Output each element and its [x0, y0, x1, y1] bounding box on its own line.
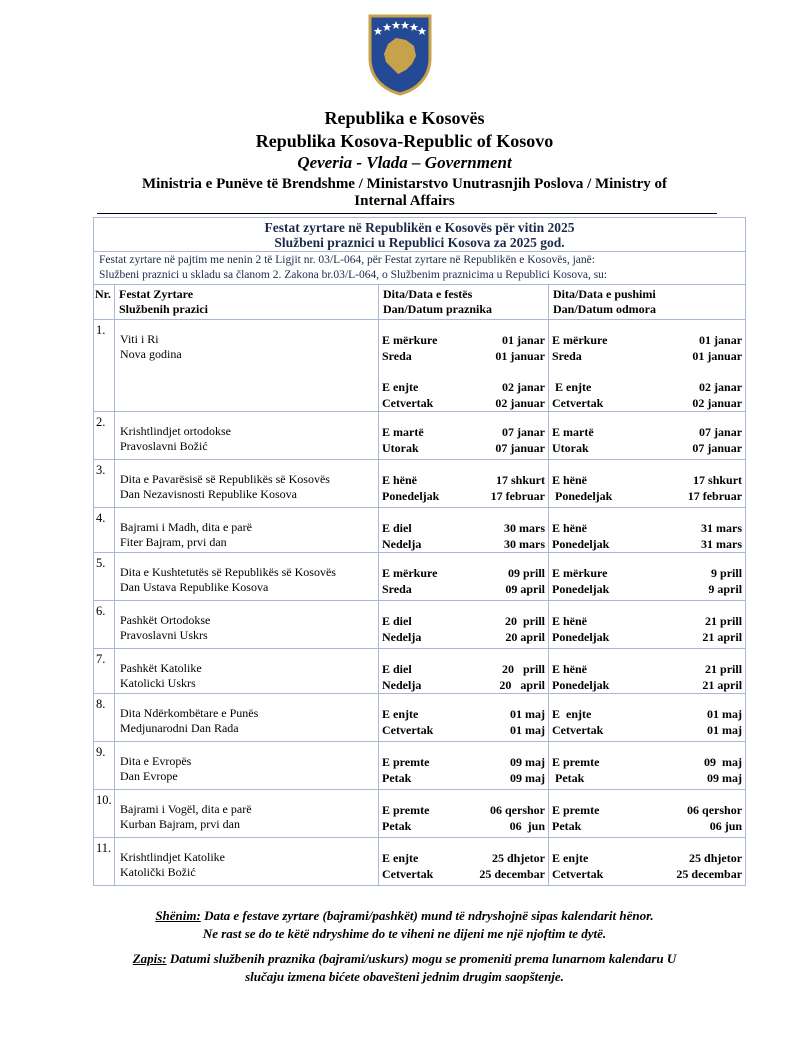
- date: 30 mars: [504, 537, 545, 551]
- note-sr-text: Datumi službenih praznika (bajrami/uskurs) mogu se promeniti prema lunarnom kalendaru U: [166, 951, 677, 966]
- table-row: [94, 320, 746, 412]
- rest-date-cell: [549, 601, 746, 649]
- header-country-multilang: Republika Kosova-Republic of Kosovo: [255, 131, 554, 151]
- date: 01 maj: [707, 707, 743, 721]
- date: 01 januar: [495, 349, 545, 363]
- date-line: [382, 520, 545, 536]
- rest-date-cell: [549, 694, 746, 742]
- date-line: [552, 613, 742, 629]
- weekday: Ponedeljak: [552, 582, 610, 596]
- weekday: E martë: [552, 425, 594, 439]
- date: 09 maj: [704, 755, 743, 769]
- weekday: E mërkure: [552, 566, 608, 580]
- date: 06 jun: [509, 819, 545, 833]
- weekday: Cetvertak: [382, 867, 434, 881]
- holiday-name-cell: [115, 553, 379, 601]
- date-line: [382, 536, 545, 552]
- holiday-date-cell: [379, 742, 549, 790]
- weekday: Ponedeljak: [552, 630, 610, 644]
- holiday-name-sr: Katolički Božić: [120, 865, 196, 879]
- date-line: [552, 395, 742, 411]
- date-line: [552, 565, 742, 581]
- weekday: Petak: [552, 771, 585, 785]
- table-row: [94, 601, 746, 649]
- note-sq-label: Shënim:: [155, 908, 201, 923]
- weekday: E martë: [382, 425, 424, 439]
- date-line: [382, 424, 545, 440]
- note-sq-line2: Ne rast se do te këtë ndryshime do te viheni ne dijeni me një njoftim te dytë.: [202, 926, 607, 941]
- date: 02 janar: [699, 380, 743, 394]
- date-line: [382, 348, 545, 364]
- holiday-name-sr: Pravoslavni Božić: [120, 439, 208, 453]
- weekday: E hënë: [552, 662, 588, 676]
- note-sr-line2: slučaju izmena bićete obavešteni jednim drugim saopštenje.: [245, 969, 564, 984]
- weekday: E premte: [382, 803, 430, 817]
- row-number: 2.: [94, 412, 115, 460]
- date-line: [552, 424, 742, 440]
- holiday-name-sr: Pravoslavni Uskrs: [120, 628, 208, 642]
- date: 07 januar: [495, 441, 545, 455]
- weekday: Ponedeljak: [382, 489, 440, 503]
- holiday-name-sr: Katolicki Uskrs: [120, 676, 196, 690]
- date: 30 mars: [504, 521, 545, 535]
- date: 20 prill: [501, 662, 545, 676]
- weekday: Cetvertak: [552, 396, 604, 410]
- holiday-rows: [94, 320, 746, 886]
- weekday: Petak: [382, 819, 412, 833]
- column-header-holiday-sq: Dita/Data e festës: [383, 287, 473, 301]
- date-line: [382, 818, 545, 834]
- date: 20 april: [499, 678, 545, 692]
- holiday-date-cell: [379, 838, 549, 886]
- date: 17 shkurt: [495, 473, 545, 487]
- weekday: Utorak: [382, 441, 419, 455]
- column-header-nr: Nr.: [94, 285, 115, 320]
- date-spacer: [552, 364, 742, 379]
- holiday-date-cell: [379, 649, 549, 694]
- weekday: E enjte: [552, 851, 589, 865]
- legal-basis-sq: Festat zyrtare në pajtim me nenin 2 të Ligjit nr. 03/L-064, për Festat zyrtare në Republikën e Kosovës, janë:: [99, 254, 595, 266]
- holiday-date-cell: [379, 601, 549, 649]
- weekday: E diel: [382, 662, 412, 676]
- weekday: E mërkure: [382, 333, 438, 347]
- date: 21 april: [702, 678, 743, 692]
- header-ministry-cont: Internal Affairs: [354, 193, 455, 209]
- holiday-name-sr: Kurban Bajram, prvi dan: [120, 817, 240, 831]
- table-row: [94, 649, 746, 694]
- date: 9 prill: [711, 566, 743, 580]
- holiday-date-cell: [379, 508, 549, 553]
- date: 17 shkurt: [693, 473, 743, 487]
- date-line: [382, 770, 545, 786]
- date-line: [552, 850, 742, 866]
- date: 01 janar: [699, 333, 743, 347]
- date: 9 april: [708, 582, 743, 596]
- row-number: 5.: [94, 553, 115, 601]
- holiday-date-cell: [379, 320, 549, 412]
- legal-basis-sr: Službeni praznici u skladu sa članom 2. Zakona br.03/L-064, o Službenim praznicima u Republici Kosova, su:: [99, 269, 608, 281]
- date-line: [552, 488, 742, 504]
- weekday: Cetvertak: [382, 723, 434, 737]
- date-line: [552, 536, 742, 552]
- row-number: 11.: [94, 838, 115, 886]
- weekday: Nedelja: [382, 678, 422, 692]
- rest-date-cell: [549, 649, 746, 694]
- date-line: [552, 520, 742, 536]
- weekday: E hënë: [552, 473, 588, 487]
- row-number: 9.: [94, 742, 115, 790]
- date: 09 maj: [707, 771, 743, 785]
- date: 01 maj: [510, 723, 545, 737]
- date-line: [382, 581, 545, 597]
- column-header-rest-sq: Dita/Data e pushimi: [553, 287, 656, 301]
- date: 01 maj: [510, 707, 545, 721]
- date-line: [382, 629, 545, 645]
- holiday-date-cell: [379, 553, 549, 601]
- date-line: [382, 722, 545, 738]
- date-line: [552, 332, 742, 348]
- date: 09 maj: [510, 755, 545, 769]
- date: 09 prill: [507, 566, 545, 580]
- date-line: [552, 440, 742, 456]
- rest-date-cell: [549, 838, 746, 886]
- holiday-name-cell: [115, 742, 379, 790]
- weekday: Nedelja: [382, 537, 422, 551]
- weekday: E premte: [552, 803, 600, 817]
- header-ministry: Ministria e Punëve të Brendshme / Ministarstvo Unutrasnjih Poslova / Ministry of: [141, 176, 668, 192]
- date-line: [552, 629, 742, 645]
- table-title-sq: Festat zyrtare në Republikën e Kosovës për vitin 2025: [264, 220, 575, 235]
- column-header-name: [115, 285, 379, 320]
- kosovo-coat-of-arms-icon: [366, 14, 434, 96]
- date: 20 prill: [504, 614, 545, 628]
- date: 01 januar: [692, 349, 743, 363]
- holiday-date-cell: [379, 460, 549, 508]
- date-line: [552, 754, 742, 770]
- holiday-name-sq: Dita e Kushtetutës së Republikës së Kosovës: [120, 565, 336, 579]
- holiday-name-cell: [115, 320, 379, 412]
- date-line: [382, 488, 545, 504]
- date: 25 decembar: [479, 867, 545, 881]
- date: 01 maj: [707, 723, 743, 737]
- rest-date-cell: [549, 412, 746, 460]
- date: 31 mars: [701, 521, 743, 535]
- weekday: Sreda: [552, 349, 582, 363]
- date: 07 janar: [699, 425, 743, 439]
- column-header-holiday-date: [379, 285, 549, 320]
- weekday: E diel: [382, 614, 412, 628]
- weekday: Nedelja: [382, 630, 422, 644]
- row-number: 10.: [94, 790, 115, 838]
- table-row: [94, 412, 746, 460]
- date: 06 qershor: [687, 803, 743, 817]
- weekday: Sreda: [382, 349, 412, 363]
- table-title: [94, 218, 746, 252]
- table-row: [94, 694, 746, 742]
- weekday: E enjte: [382, 707, 419, 721]
- date: 17 februar: [490, 489, 545, 503]
- table-title-sr: Službeni praznici u Republici Kosova za 2025 god.: [274, 235, 565, 250]
- rest-date-cell: [549, 553, 746, 601]
- date-spacer: [382, 364, 545, 379]
- date: 09 maj: [510, 771, 545, 785]
- weekday: Ponedeljak: [552, 489, 613, 503]
- date: 25 decembar: [676, 867, 743, 881]
- note-sq: [0, 908, 809, 924]
- holiday-name-cell: [115, 838, 379, 886]
- holiday-name-sq: Pashkët Ortodokse: [120, 613, 211, 627]
- holiday-name-sq: Dita Ndërkombëtare e Punës: [120, 706, 259, 720]
- date-line: [552, 661, 742, 677]
- holiday-name-cell: [115, 508, 379, 553]
- holiday-date-cell: [379, 694, 549, 742]
- date-line: [382, 472, 545, 488]
- date-line: [382, 613, 545, 629]
- holiday-name-sq: Krishtlindjet ortodokse: [120, 424, 231, 438]
- weekday: E hënë: [552, 521, 588, 535]
- weekday: E enjte: [382, 380, 419, 394]
- weekday: Ponedeljak: [552, 678, 610, 692]
- date-line: [382, 802, 545, 818]
- date: 07 janar: [502, 425, 545, 439]
- rest-date-cell: [549, 460, 746, 508]
- date: 21 prill: [705, 662, 743, 676]
- date: 17 februar: [687, 489, 743, 503]
- row-number: 8.: [94, 694, 115, 742]
- row-number: 1.: [94, 320, 115, 412]
- date-line: [552, 802, 742, 818]
- table-row: [94, 553, 746, 601]
- holiday-name-sq: Krishtlindjet Katolike: [120, 850, 225, 864]
- table-row: [94, 460, 746, 508]
- holiday-name-sq: Viti i Ri: [120, 332, 159, 346]
- holiday-name-sq: Bajrami i Madh, dita e parë: [120, 520, 252, 534]
- rest-date-cell: [549, 742, 746, 790]
- holiday-name-sq: Dita e Evropës: [120, 754, 192, 768]
- date: 07 januar: [692, 441, 743, 455]
- date-line: [382, 754, 545, 770]
- date: 02 januar: [495, 396, 545, 410]
- date-line: [552, 379, 742, 395]
- column-header-rest-date: [549, 285, 746, 320]
- holiday-name-cell: [115, 460, 379, 508]
- holiday-name-cell: [115, 790, 379, 838]
- date-line: [552, 722, 742, 738]
- holiday-date-cell: [379, 790, 549, 838]
- date: 31 mars: [701, 537, 743, 551]
- date-line: [382, 706, 545, 722]
- date-line: [382, 661, 545, 677]
- weekday: Cetvertak: [382, 396, 434, 410]
- weekday: E mërkure: [382, 566, 438, 580]
- holiday-name-cell: [115, 694, 379, 742]
- date-line: [552, 770, 742, 786]
- date: 21 prill: [705, 614, 743, 628]
- column-header-holiday-sr: Dan/Datum praznika: [383, 302, 493, 316]
- holiday-name-sr: Medjunarodni Dan Rada: [120, 721, 239, 735]
- row-number: 7.: [94, 649, 115, 694]
- row-number: 3.: [94, 460, 115, 508]
- weekday: Utorak: [552, 441, 589, 455]
- table-row: [94, 742, 746, 790]
- weekday: E hënë: [382, 473, 418, 487]
- date-line: [382, 440, 545, 456]
- weekday: Cetvertak: [552, 723, 604, 737]
- date-line: [382, 332, 545, 348]
- holiday-name-cell: [115, 649, 379, 694]
- date: 25 dhjetor: [689, 851, 743, 865]
- holiday-name-sr: Dan Ustava Republike Kosova: [120, 580, 269, 594]
- date: 09 april: [505, 582, 545, 596]
- date-line: [552, 581, 742, 597]
- weekday: E enjte: [552, 707, 592, 721]
- holiday-name-sr: Fiter Bajram, prvi dan: [120, 535, 227, 549]
- date: 06 jun: [709, 819, 743, 833]
- date-line: [382, 677, 545, 693]
- table-row: [94, 508, 746, 553]
- date-line: [382, 866, 545, 882]
- row-number: 6.: [94, 601, 115, 649]
- weekday: Ponedeljak: [552, 537, 610, 551]
- rest-date-cell: [549, 790, 746, 838]
- holiday-name-cell: [115, 601, 379, 649]
- weekday: E premte: [552, 755, 600, 769]
- date-line: [382, 395, 545, 411]
- header-government: Qeveria - Vlada – Government: [297, 153, 512, 172]
- date: 02 janar: [502, 380, 545, 394]
- date-line: [552, 818, 742, 834]
- note-sr-label: Zapis:: [132, 951, 167, 966]
- holiday-name-sr: Nova godina: [120, 347, 182, 361]
- weekday: E diel: [382, 521, 412, 535]
- holidays-table: [93, 217, 746, 886]
- date: 01 janar: [502, 333, 545, 347]
- holiday-name-sr: Dan Evrope: [120, 769, 178, 783]
- weekday: E enjte: [552, 380, 592, 394]
- date-line: [552, 706, 742, 722]
- rest-date-cell: [549, 508, 746, 553]
- date: 02 januar: [692, 396, 743, 410]
- date-line: [382, 565, 545, 581]
- weekday: E premte: [382, 755, 430, 769]
- weekday: Petak: [382, 771, 412, 785]
- weekday: E mërkure: [552, 333, 608, 347]
- header-country-sq: Republika e Kosovës: [324, 108, 485, 128]
- column-header-name-sr: Službenih prazici: [119, 302, 209, 316]
- date-line: [552, 866, 742, 882]
- note-sq-text: Data e festave zyrtare (bajrami/pashkët) mund të ndryshojnë sipas kalendarit hënor.: [200, 908, 654, 923]
- date: 06 qershor: [490, 803, 545, 817]
- weekday: E hënë: [552, 614, 588, 628]
- note-sr: [0, 951, 809, 967]
- holiday-name-sr: Dan Nezavisnosti Republike Kosova: [120, 487, 297, 501]
- holiday-name-sq: Dita e Pavarësisë së Republikës së Kosovës: [120, 472, 330, 486]
- holiday-name-cell: [115, 412, 379, 460]
- date: 20 april: [505, 630, 545, 644]
- date-line: [552, 472, 742, 488]
- date: 21 april: [702, 630, 743, 644]
- date: 25 dhjetor: [492, 851, 545, 865]
- column-header-name-sq: Festat Zyrtare: [119, 287, 194, 301]
- date-line: [382, 379, 545, 395]
- holiday-name-sq: Pashkët Katolike: [120, 661, 202, 675]
- table-row: [94, 790, 746, 838]
- header-divider: [97, 213, 717, 214]
- column-header-rest-sr: Dan/Datum odmora: [553, 302, 657, 316]
- date-line: [552, 348, 742, 364]
- row-number: 4.: [94, 508, 115, 553]
- legal-basis: [94, 252, 746, 285]
- table-row: [94, 838, 746, 886]
- holiday-name-sq: Bajrami i Vogël, dita e parë: [120, 802, 252, 816]
- weekday: Petak: [552, 819, 582, 833]
- weekday: Sreda: [382, 582, 412, 596]
- holiday-date-cell: [379, 412, 549, 460]
- weekday: Cetvertak: [552, 867, 604, 881]
- date-line: [382, 850, 545, 866]
- weekday: E enjte: [382, 851, 419, 865]
- rest-date-cell: [549, 320, 746, 412]
- date-line: [552, 677, 742, 693]
